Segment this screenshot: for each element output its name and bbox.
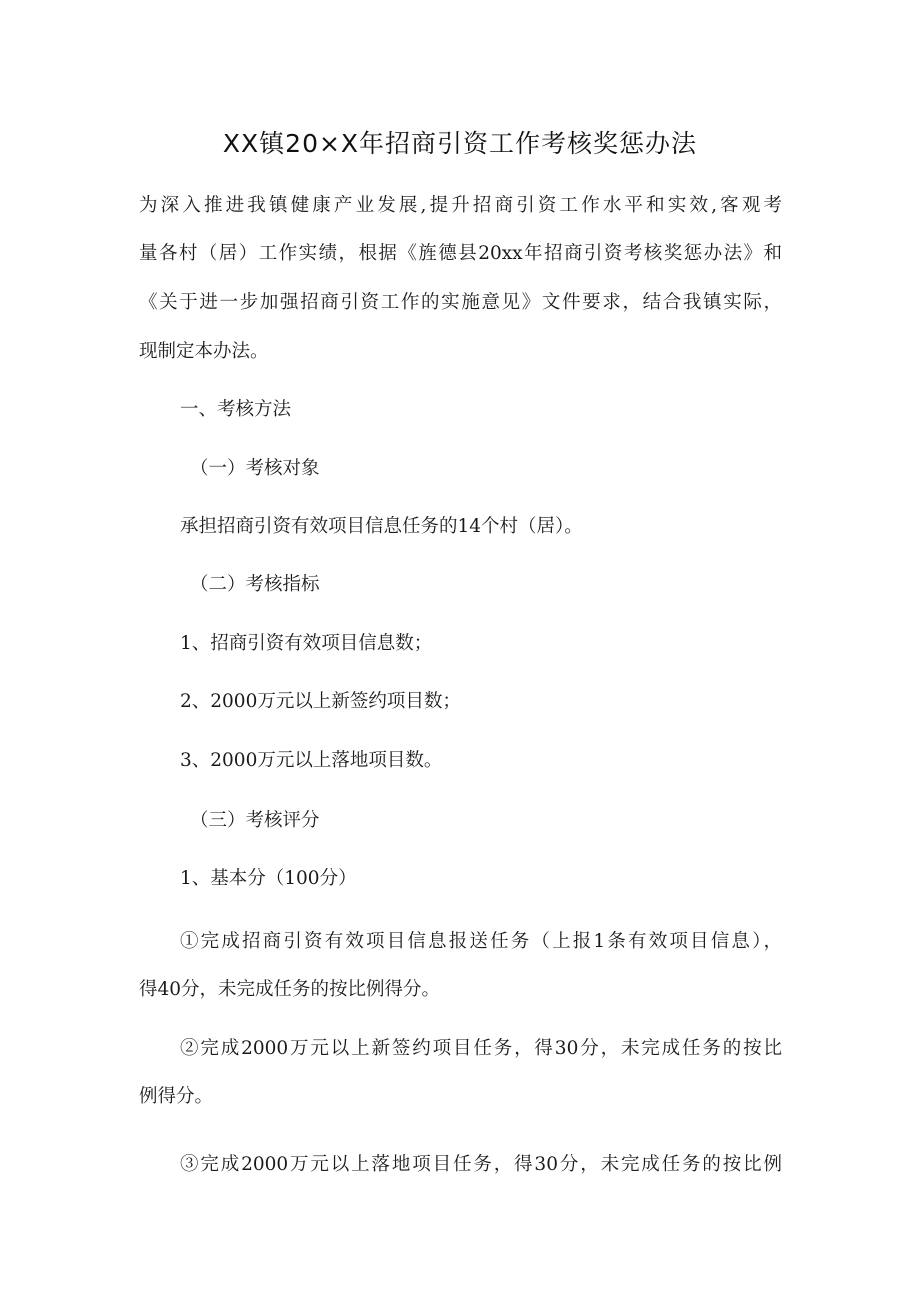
intro-line-2: 量各村（居）工作实绩，根据《旌德县20xx年招商引资考核奖惩办法》和 — [139, 243, 782, 264]
document-title: XX镇20×X年招商引资工作考核奖惩办法 — [222, 129, 698, 158]
score-item-3-line-1: ③完成2000万元以上落地项目任务，得30分，未完成任务的按比例 — [180, 1154, 782, 1175]
list-item-2: 2、2000万元以上新签约项目数； — [180, 691, 461, 712]
intro-line-4: 现制定本办法。 — [139, 341, 269, 362]
score-item-2-line-2: 例得分。 — [139, 1086, 214, 1107]
subsection-heading-2: （二）考核指标 — [190, 574, 320, 595]
score-item-1-line-1: ①完成招商引资有效项目信息报送任务（上报1条有效项目信息）， — [180, 931, 782, 952]
score-item-2-line-1: ②完成2000万元以上新签约项目任务，得30分，未完成任务的按比 — [180, 1038, 782, 1059]
intro-line-1: 为深入推进我镇健康产业发展,提升招商引资工作水平和实效,客观考 — [139, 195, 782, 216]
list-item-3: 3、2000万元以上落地项目数。 — [180, 750, 443, 771]
subsection-heading-3: （三）考核评分 — [190, 810, 320, 831]
paragraph-line: 承担招商引资有效项目信息任务的14个村（居）。 — [180, 516, 583, 537]
section-heading-1: 一、考核方法 — [180, 399, 292, 420]
list-item-1: 1、招商引资有效项目信息数； — [180, 633, 433, 654]
score-heading: 1、基本分（100分） — [180, 868, 357, 889]
subsection-heading-1: （一）考核对象 — [190, 458, 320, 479]
intro-line-3: 《关于进一步加强招商引资工作的实施意见》文件要求，结合我镇实际， — [139, 292, 782, 313]
score-item-1-line-2: 得40分，未完成任务的按比例得分。 — [139, 979, 441, 1000]
